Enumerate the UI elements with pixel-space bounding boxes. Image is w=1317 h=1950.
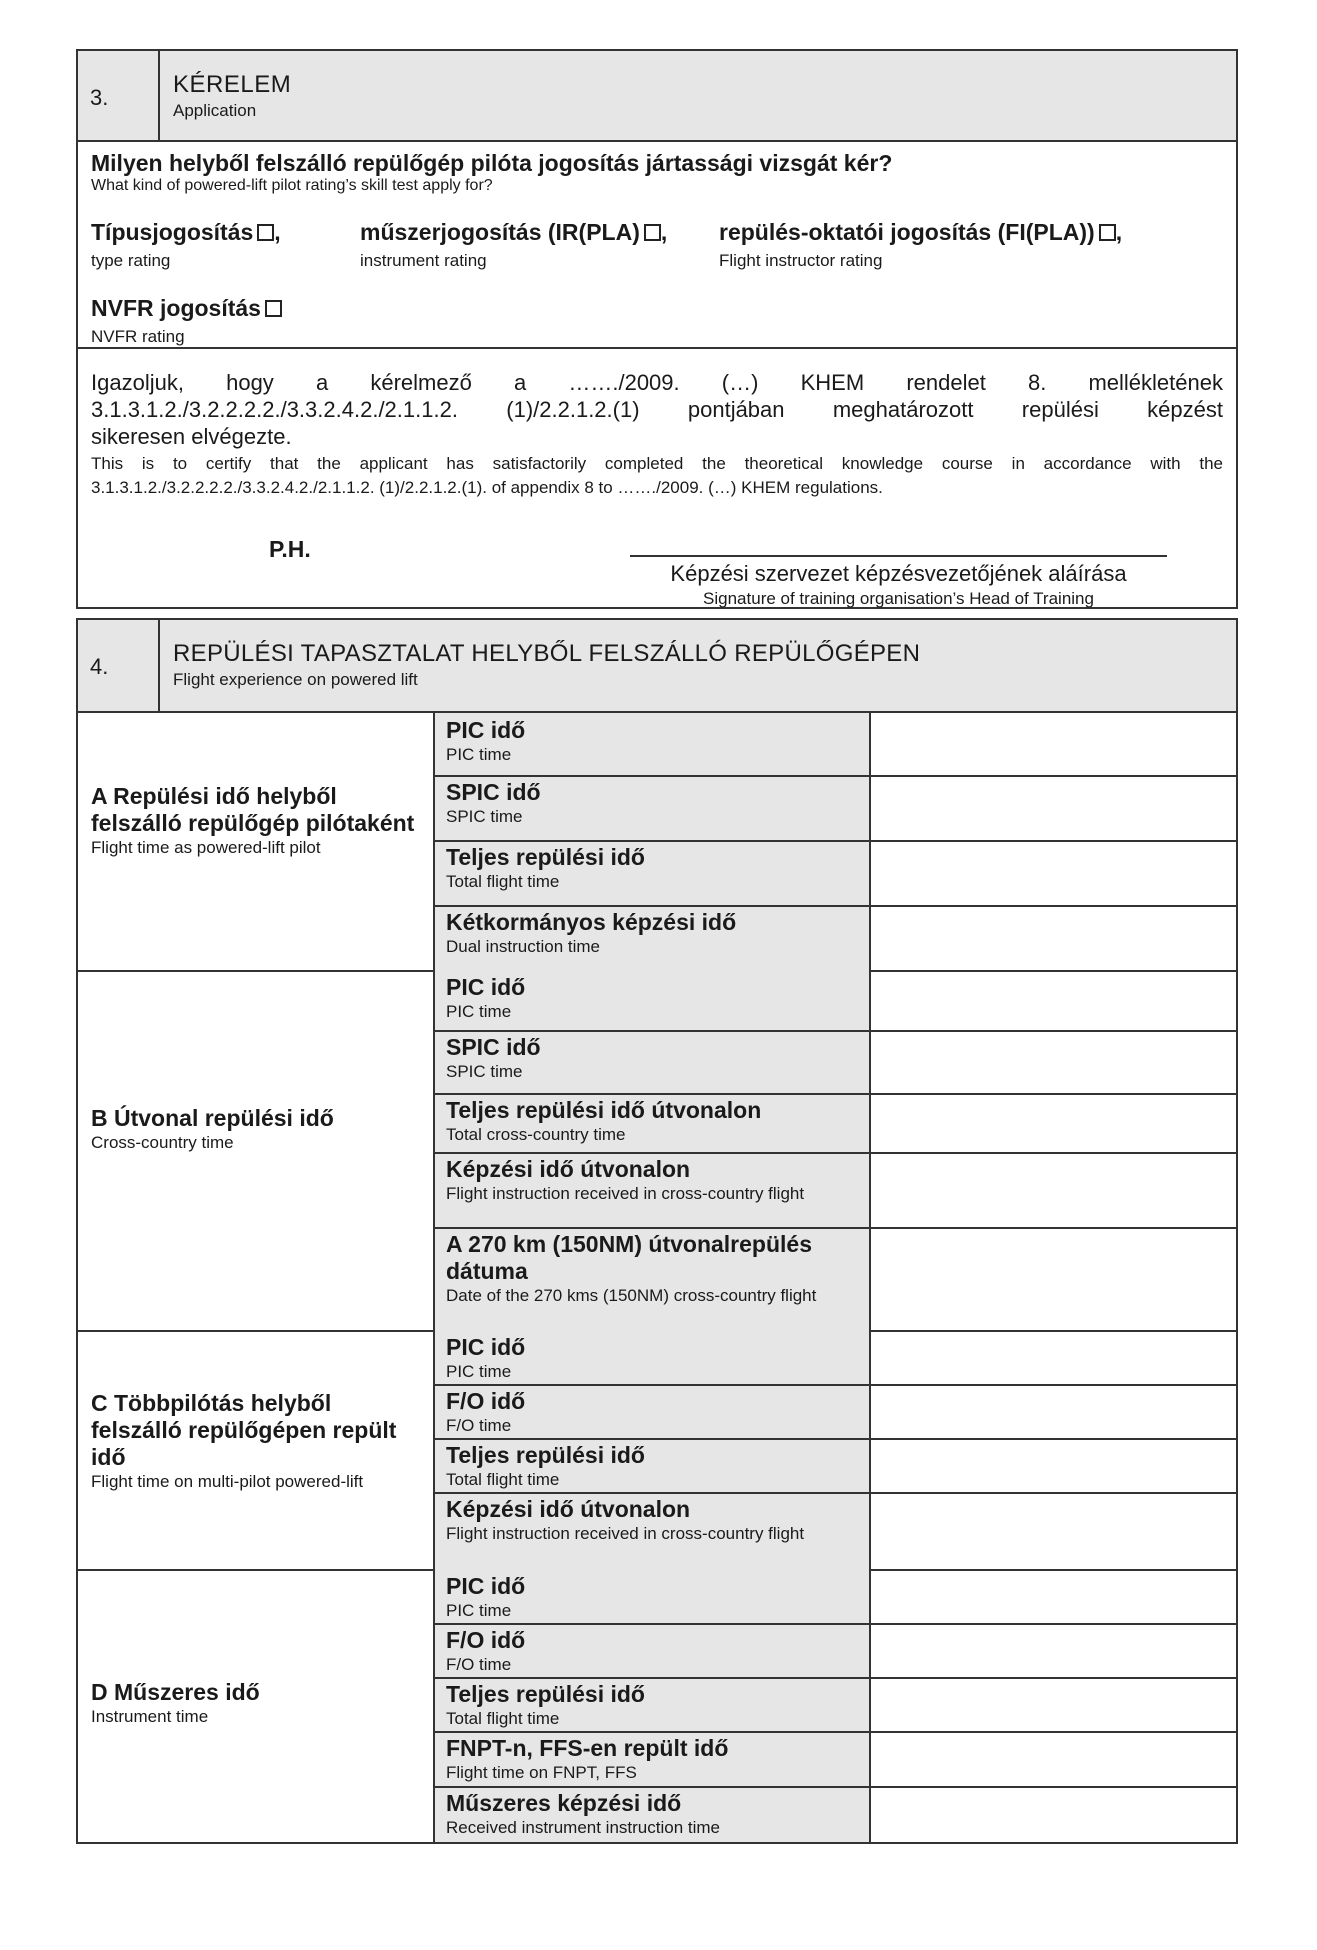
section-4-subtitle: Flight experience on powered lift (173, 670, 418, 689)
row-label-hu: Teljes repülési idő útvonalon (446, 1097, 762, 1123)
fi-rating-option[interactable] (719, 218, 1122, 246)
question-hu: Milyen helyből felszálló repülőgép pilóta jogosítás jártassági vizsgát kér? (91, 150, 893, 176)
section-4-title: REPÜLÉSI TAPASZTALAT HELYBŐL FELSZÁLLÓ REPÜLŐGÉPEN (173, 640, 921, 667)
row-value-field[interactable] (871, 1788, 1234, 1840)
group-label (91, 783, 426, 858)
signature-label-hu: Képzési szervezet képzésvezetőjének aláírása (670, 561, 1127, 586)
fi-rating-label: repülés-oktatói jogosítás (FI(PLA)) (719, 219, 1095, 245)
cert-en-line-2: 3.1.3.1.2./3.2.2.2.2./3.3.2.4.2./2.1.1.2. (1)/2.2.1.2.(1). of appendix 8 to ……./2009. (…) KHEM regulations. (91, 478, 883, 497)
row-value-field[interactable] (871, 1229, 1234, 1328)
fi-rating-en: Flight instructor rating (719, 251, 883, 270)
separator: , (660, 219, 668, 245)
row-label-en: Total flight time (446, 872, 560, 891)
section-3-header-divider (158, 51, 160, 142)
row-label-en: Total flight time (446, 1709, 560, 1728)
row-label-text (446, 909, 858, 957)
row-label-text (446, 1442, 858, 1490)
row-label-hu: PIC idő (446, 974, 526, 1000)
row-label-en: SPIC time (446, 1062, 523, 1081)
row-label-en: PIC time (446, 1002, 512, 1021)
row-label-hu: PIC idő (446, 1334, 526, 1360)
row-label-text (446, 1573, 858, 1621)
section-3-title: KÉRELEM (173, 71, 292, 98)
row-label-hu: Kétkormányos képzési idő (446, 909, 737, 935)
group-label-en: Flight time as powered-lift pilot (91, 838, 321, 857)
row-value-field[interactable] (871, 1494, 1234, 1567)
nvfr-rating-label: NVFR jogosítás (91, 295, 261, 321)
cert-hu-line-3: sikeresen elvégezte. (91, 424, 292, 449)
group-label-hu: D Műszeres idő (91, 1679, 260, 1705)
separator: , (274, 219, 281, 245)
row-label-text (446, 1790, 858, 1838)
stamp-label: P.H. (269, 536, 311, 562)
nvfr-rating-en: NVFR rating (91, 327, 185, 346)
signature-label-en: Signature of training organisation’s Head of Training (703, 589, 1094, 608)
row-label-en: PIC time (446, 1362, 512, 1381)
row-value-field[interactable] (871, 1154, 1234, 1225)
row-label-hu: F/O idő (446, 1388, 526, 1414)
type-rating-checkbox[interactable] (257, 224, 274, 241)
row-value-field[interactable] (871, 777, 1234, 838)
row-label-text (446, 1034, 858, 1082)
cert-hu-line-2: 3.1.3.1.2./3.2.2.2.2./3.3.2.4.2./2.1.1.2. (1)/2.2.1.2.(1) pontjában meghatározott repülési képzést (91, 397, 1223, 422)
section-4-number: 4. (90, 654, 109, 679)
row-label-hu: Képzési idő útvonalon (446, 1496, 691, 1522)
row-value-field[interactable] (871, 1095, 1234, 1150)
row-label-en: Flight instruction received in cross-country flight (446, 1524, 805, 1543)
row-value-field[interactable] (871, 972, 1234, 1028)
section-4-header-divider (158, 620, 160, 713)
row-label-text (446, 1334, 858, 1382)
row-label-text (446, 1681, 858, 1729)
group-label (91, 1390, 426, 1492)
group-label-hu: B Útvonal repülési idő (91, 1105, 334, 1131)
group-label (91, 1679, 426, 1727)
row-label-text (446, 717, 858, 765)
row-label-en: Flight instruction received in cross-country flight (446, 1184, 805, 1203)
row-label-en: Flight time on FNPT, FFS (446, 1763, 637, 1782)
signature-line[interactable] (630, 555, 1167, 557)
row-label-text (446, 1496, 858, 1544)
section-3 (76, 49, 1238, 609)
row-label-text (446, 779, 858, 827)
group-label-en: Instrument time (91, 1707, 209, 1726)
row-value-field[interactable] (871, 1679, 1234, 1729)
row-value-field[interactable] (871, 842, 1234, 903)
row-label-en: Dual instruction time (446, 937, 601, 956)
row-label-hu: FNPT-n, FFS-en repült idő (446, 1735, 729, 1761)
row-value-field[interactable] (871, 907, 1234, 968)
row-label-text (446, 974, 858, 1022)
cert-en-line-1: This is to certify that the applicant has satisfactorily completed the theoretical knowledge course in accordance with the (91, 454, 1223, 473)
separator: , (1115, 219, 1123, 245)
row-label-text (446, 1231, 858, 1306)
instrument-rating-en: instrument rating (360, 251, 487, 270)
row-label-hu: Teljes repülési idő (446, 1681, 645, 1707)
row-label-hu: Képzési idő útvonalon (446, 1156, 691, 1182)
row-label-text (446, 1735, 858, 1783)
fi-rating-checkbox[interactable] (1099, 224, 1116, 241)
nvfr-rating-checkbox[interactable] (265, 300, 282, 317)
row-label-en: PIC time (446, 745, 512, 764)
instrument-rating-checkbox[interactable] (644, 224, 661, 241)
row-label-text (446, 1627, 858, 1675)
instrument-rating-label: műszerjogosítás (IR(PLA) (360, 219, 640, 245)
row-label-hu: SPIC idő (446, 779, 541, 805)
row-value-field[interactable] (871, 1440, 1234, 1490)
row-label-hu: Teljes repülési idő (446, 844, 645, 870)
nvfr-rating-option[interactable] (91, 294, 282, 322)
row-label-text (446, 1156, 858, 1204)
row-label-text (446, 1388, 858, 1436)
row-value-field[interactable] (871, 1571, 1234, 1621)
row-label-en: Total cross-country time (446, 1125, 626, 1144)
row-label-hu: SPIC idő (446, 1034, 541, 1060)
type-rating-option[interactable] (91, 218, 281, 246)
row-value-field[interactable] (871, 1386, 1234, 1436)
type-rating-en: type rating (91, 251, 171, 270)
section-3-number: 3. (90, 85, 109, 110)
instrument-rating-option[interactable] (360, 218, 667, 246)
group-label-en: Flight time on multi-pilot powered-lift (91, 1472, 364, 1491)
row-value-field[interactable] (871, 1332, 1234, 1382)
row-value-field[interactable] (871, 1733, 1234, 1784)
row-label-en: Date of the 270 kms (150NM) cross-country flight (446, 1286, 817, 1305)
group-label-hu: A Repülési idő helyből felszálló repülőgép pilótaként (91, 783, 415, 836)
section-3-divider (78, 347, 1236, 349)
row-label-hu: Műszeres képzési idő (446, 1790, 682, 1816)
row-label-hu: PIC idő (446, 1573, 526, 1599)
row-label-text (446, 844, 858, 892)
row-label-hu: PIC idő (446, 717, 526, 743)
row-label-en: F/O time (446, 1655, 512, 1674)
row-label-en: Total flight time (446, 1470, 560, 1489)
cert-hu-line-1: Igazoljuk, hogy a kérelmező a ……./2009. (…) KHEM rendelet 8. mellékletének (91, 370, 1223, 395)
row-label-hu: A 270 km (150NM) útvonalrepülés dátuma (446, 1231, 812, 1284)
group-label-en: Cross-country time (91, 1133, 234, 1152)
row-label-en: SPIC time (446, 807, 523, 826)
type-rating-label: Típusjogosítás (91, 219, 254, 245)
row-value-field[interactable] (871, 715, 1234, 773)
group-label (91, 1105, 426, 1153)
row-label-text (446, 1097, 858, 1145)
row-value-field[interactable] (871, 1032, 1234, 1091)
row-label-en: PIC time (446, 1601, 512, 1620)
row-label-hu: Teljes repülési idő (446, 1442, 645, 1468)
group-label-hu: C Többpilótás helyből felszálló repülőgépen repült idő (91, 1390, 397, 1470)
row-label-hu: F/O idő (446, 1627, 526, 1653)
section-4 (76, 618, 1238, 1844)
row-label-en: Received instrument instruction time (446, 1818, 721, 1837)
row-label-en: F/O time (446, 1416, 512, 1435)
question-en: What kind of powered-lift pilot rating’s skill test apply for? (91, 177, 493, 194)
row-value-field[interactable] (871, 1625, 1234, 1675)
section-3-subtitle: Application (173, 101, 257, 120)
